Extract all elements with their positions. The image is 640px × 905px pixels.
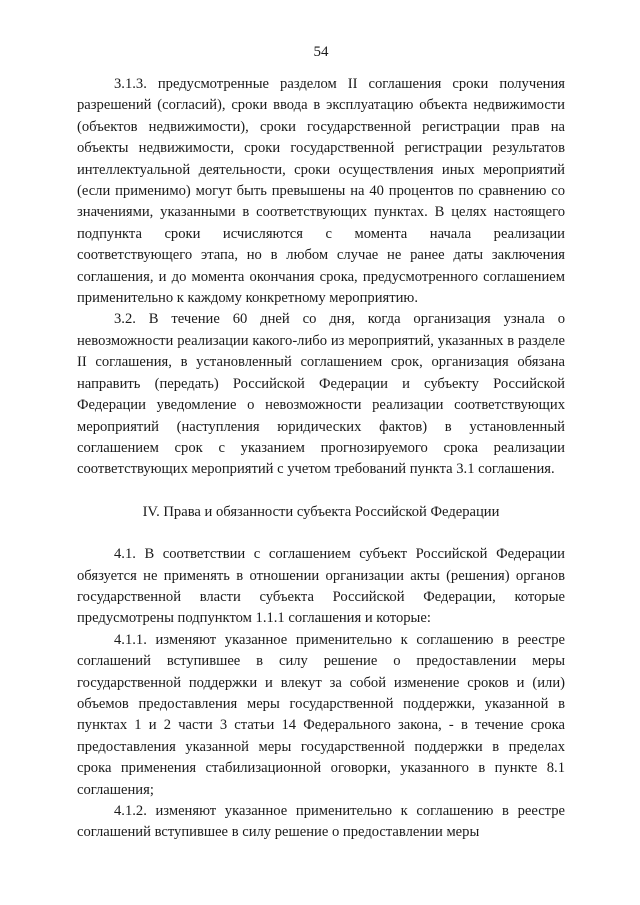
paragraph-4-1-1: 4.1.1. изменяют указанное применительно к соглашению в реестре соглашений вступившее в силу решение о предоставлении меры государственной поддержки и влекут за собой изменение сроков и (или) объемов предоставления меры государственной поддержки, указанной в пунктах 1 и 2 части 3 статьи 14 Федерального закона, - в течение срока предоставления указанной меры государственной поддержки в пределах срока применения стабилизационной оговорки, указанного в пункте 8.1 соглашения; [77,631,565,798]
section-heading: IV. Права и обязанности субъекта Российской Федерации [142,503,500,520]
paragraph-3-1-3: 3.1.3. предусмотренные разделом II соглашения сроки получения разрешений (согласий), сроки ввода в эксплуатацию объекта недвижимости (объектов недвижимости), сроки государственной регистрации прав на объекты недвижимости, сроки государственной регистрации результатов интеллектуальной деятельности, сроки осуществления иных мероприятий (если применимо) могут быть превышены на 40 процентов по сравнению со значениями, указанными в соответствующих пунктах. В целях настоящего подпункта сроки исчисляются с момента начала реализации соответствующего этапа, но в любом случае не ранее даты заключения соглашения, и до момента окончания срока, предусмотренного соглашением применительно к каждому конкретному мероприятию. [77,76,565,307]
paragraph-4-1: 4.1. В соответствии с соглашением субъект Российской Федерации обязуется не применять в отношении организации акты (решения) органов государственной власти субъекта Российской Федерации, которые предусмотрены подпунктом 1.1.1 соглашения и которые: [77,546,565,627]
paragraph-4-1-2: 4.1.2. изменяют указанное применительно к соглашению в реестре соглашений вступившее в силу решение о предоставлении меры [77,803,565,841]
paragraph-3-2: 3.2. В течение 60 дней со дня, когда организация узнала о невозможности реализации какого-либо из мероприятий, указанных в разделе II соглашения, в установленный соглашением срок, организация обязана направить (передать) Российской Федерации и субъекту Российской Федерации уведомление о невозможности реализации соответствующих мероприятий (наступления юридических фактов) в установленный соглашением срок с указанием прогнозируемого срока реализации соответствующих мероприятий с учетом требований пункта 3.1 соглашения. [77,311,565,478]
page-number: 54 [313,44,329,60]
document-body [77,74,565,844]
